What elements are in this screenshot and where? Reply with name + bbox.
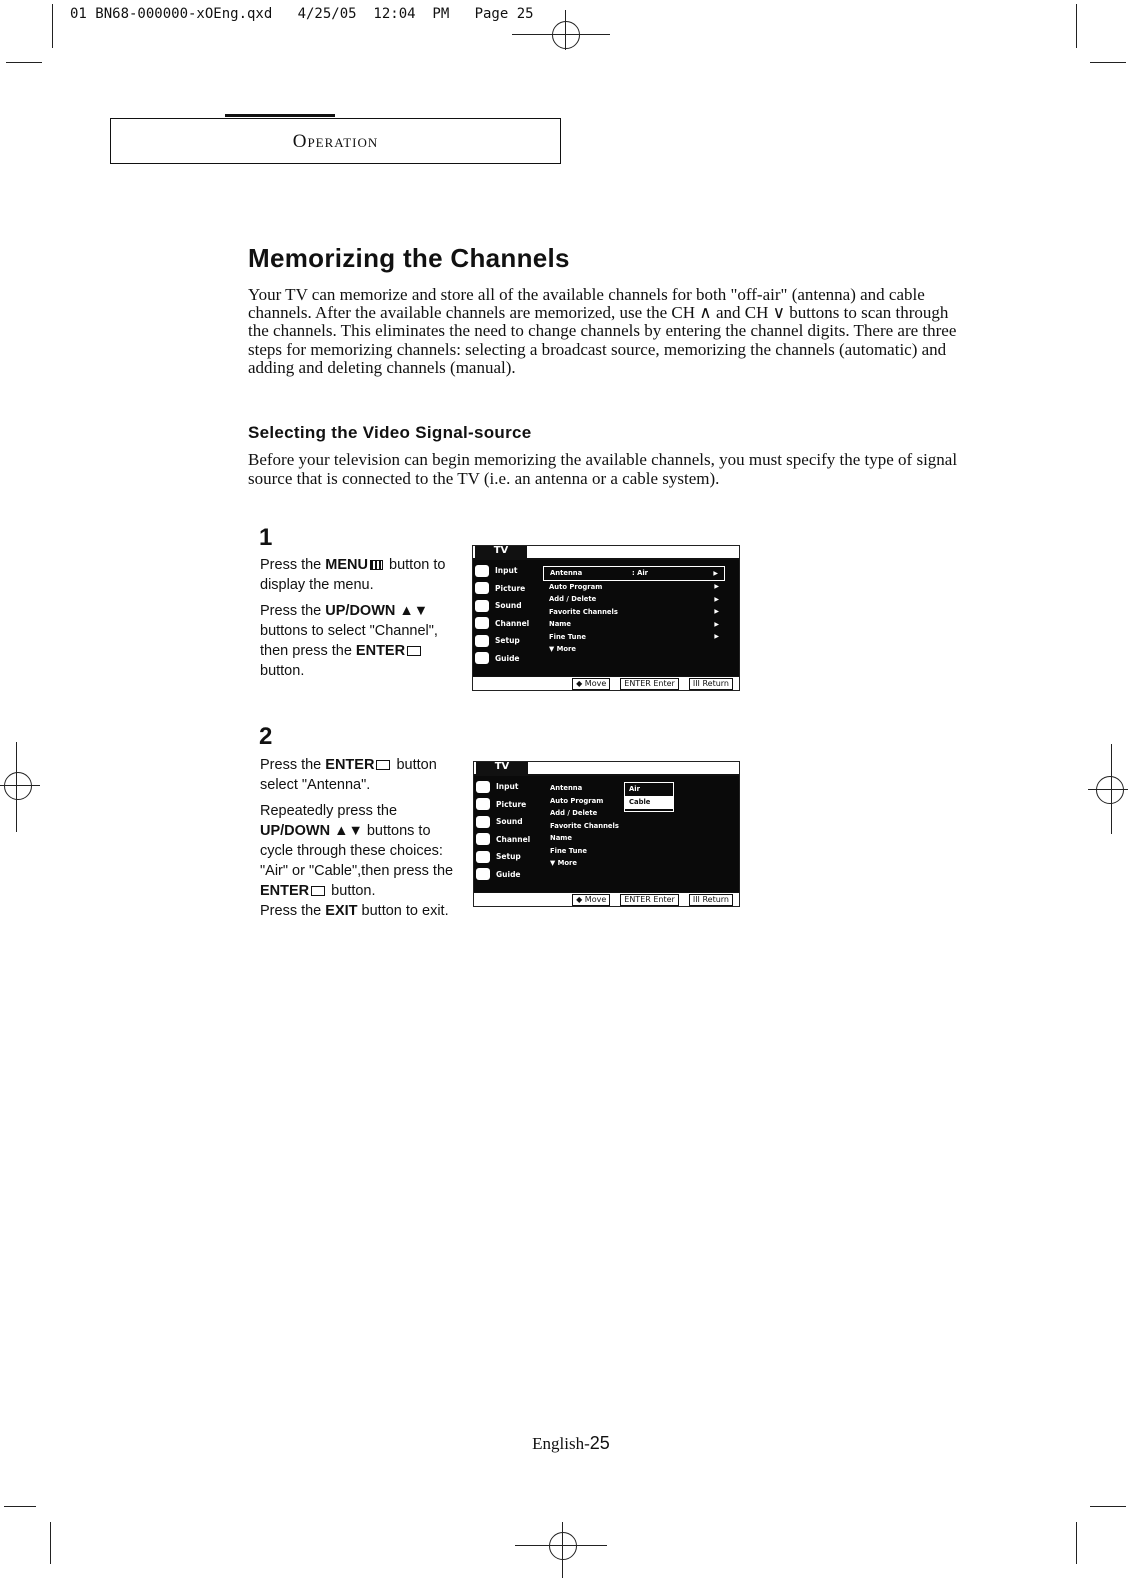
osd-title-bar: TV	[474, 762, 739, 776]
osd-side-item: Guide	[476, 866, 532, 884]
crop-mark	[6, 62, 42, 63]
page-title: Memorizing the Channels	[248, 243, 570, 273]
enter-key-icon	[407, 646, 421, 656]
enter-key-icon	[376, 760, 390, 770]
crop-mark	[0, 785, 40, 786]
osd-menu-row-antenna: Antenna : Air ▶	[543, 566, 725, 581]
setup-icon	[475, 635, 489, 647]
picture-icon	[476, 798, 490, 810]
step-2-number: 2	[259, 723, 273, 750]
crop-mark	[562, 1522, 563, 1578]
osd-channel-menu	[543, 566, 725, 656]
setup-icon	[476, 851, 490, 863]
tv-menu-screenshot-2	[473, 761, 740, 907]
channel-icon	[475, 617, 489, 629]
registration-mark	[1096, 776, 1124, 804]
osd-menu-row: Add / Delete	[550, 809, 598, 818]
section-tab-bar	[225, 114, 335, 117]
osd-title-bar: TV	[473, 546, 739, 560]
crop-mark	[512, 34, 610, 35]
print-slug: 01 BN68-000000-xOEng.qxd 4/25/05 12:04 PM Page 25	[70, 6, 534, 22]
crop-mark	[1076, 1522, 1077, 1564]
crop-mark	[515, 1545, 607, 1546]
crop-mark	[1088, 789, 1128, 790]
registration-mark	[549, 1532, 577, 1560]
crop-mark	[4, 1506, 36, 1507]
page-number: 25	[589, 1433, 610, 1453]
crop-mark	[1090, 62, 1126, 63]
step-1-text: Press the MENU button to display the menu. Press the UP/DOWN ▲▼ buttons to select "Channel", then press the ENTER button.	[260, 557, 446, 679]
osd-side-item: Picture	[475, 580, 531, 598]
section-header: Operation	[292, 131, 379, 152]
subsection-title: Selecting the Video Signal-source	[248, 423, 532, 442]
osd-side-item: Sound	[476, 813, 532, 831]
osd-side-item: Input	[475, 562, 531, 580]
osd-side-menu	[476, 778, 532, 883]
registration-mark	[552, 21, 580, 49]
intro-paragraph: Your TV can memorize and store all of the available channels for both "off-air" (antenna) and cable channels. After the available channels are memorized, use the CH ∧ and CH ∨ buttons to scan through the channels. This eliminates the need to change channels by entering the channel digits. There are three steps for memorizing channels: selecting a broadcast source, memorizing the channels (automatic) and adding and deleting channels (manual).	[248, 285, 957, 377]
option-air: Air	[629, 785, 640, 793]
step-1-number: 1	[259, 524, 273, 551]
osd-side-item: Input	[476, 778, 532, 796]
input-icon	[476, 781, 490, 793]
page-footer	[0, 1433, 1142, 1454]
osd-menu-row: Auto Program	[550, 796, 604, 805]
osd-help-bar: ◆ Move ENTER Enter III Return	[474, 892, 739, 906]
input-icon	[475, 565, 489, 577]
osd-side-item: Setup	[476, 848, 532, 866]
osd-menu-row: Add / Delete ▶	[549, 595, 719, 604]
sound-icon	[475, 600, 489, 612]
menu-key-icon	[370, 560, 383, 570]
osd-menu-row: ▼ More	[550, 859, 577, 868]
crop-mark	[1111, 744, 1112, 834]
guide-icon	[475, 652, 489, 664]
osd-side-item: Channel	[475, 615, 531, 633]
osd-menu-row: Fine Tune ▶	[549, 632, 719, 641]
osd-menu-row: Auto Program ▶	[549, 582, 719, 591]
osd-menu-row: ▼ More	[549, 645, 576, 654]
channel-icon	[476, 833, 490, 845]
enter-key-icon	[311, 886, 325, 896]
subsection-body: Before your television can begin memorizing the available channels, you must specify the type of signal source that is connected to the TV (i.e. an antenna or a cable system).	[248, 450, 958, 488]
osd-menu-row: Favorite Channels	[550, 821, 619, 830]
crop-mark	[50, 1522, 51, 1564]
osd-side-item: Guide	[475, 650, 531, 668]
osd-menu-row: Name ▶	[549, 620, 719, 629]
crop-mark	[565, 10, 566, 50]
crop-mark	[52, 4, 53, 48]
osd-side-item: Channel	[476, 831, 532, 849]
section-header-box	[110, 118, 561, 164]
osd-menu-row: Fine Tune	[550, 846, 587, 855]
crop-mark	[16, 742, 17, 832]
tv-menu-screenshot-1	[472, 545, 740, 691]
osd-menu-row-antenna: Antenna	[550, 784, 583, 793]
antenna-options-popup	[624, 782, 674, 812]
crop-mark	[1076, 4, 1077, 48]
option-cable: Cable	[625, 796, 673, 809]
guide-icon	[476, 868, 490, 880]
crop-mark	[1090, 1506, 1126, 1507]
picture-icon	[475, 582, 489, 594]
osd-help-bar: ◆ Move ENTER Enter III Return	[473, 676, 739, 690]
registration-mark	[4, 772, 32, 800]
osd-menu-row: Favorite Channels ▶	[549, 607, 719, 616]
osd-side-item: Setup	[475, 632, 531, 650]
osd-side-item: Picture	[476, 796, 532, 814]
sound-icon	[476, 816, 490, 828]
osd-side-item: Sound	[475, 597, 531, 615]
footer-label: English-	[532, 1434, 590, 1453]
step-2-text: Press the ENTER button select "Antenna". Repeatedly press the UP/DOWN ▲▼ buttons to cycle through these choices: "Air" or "Cable",then press the ENTER button. Press the EXIT button to exit.	[260, 757, 454, 919]
osd-side-menu	[475, 562, 531, 667]
osd-menu-row: Name	[550, 834, 572, 843]
